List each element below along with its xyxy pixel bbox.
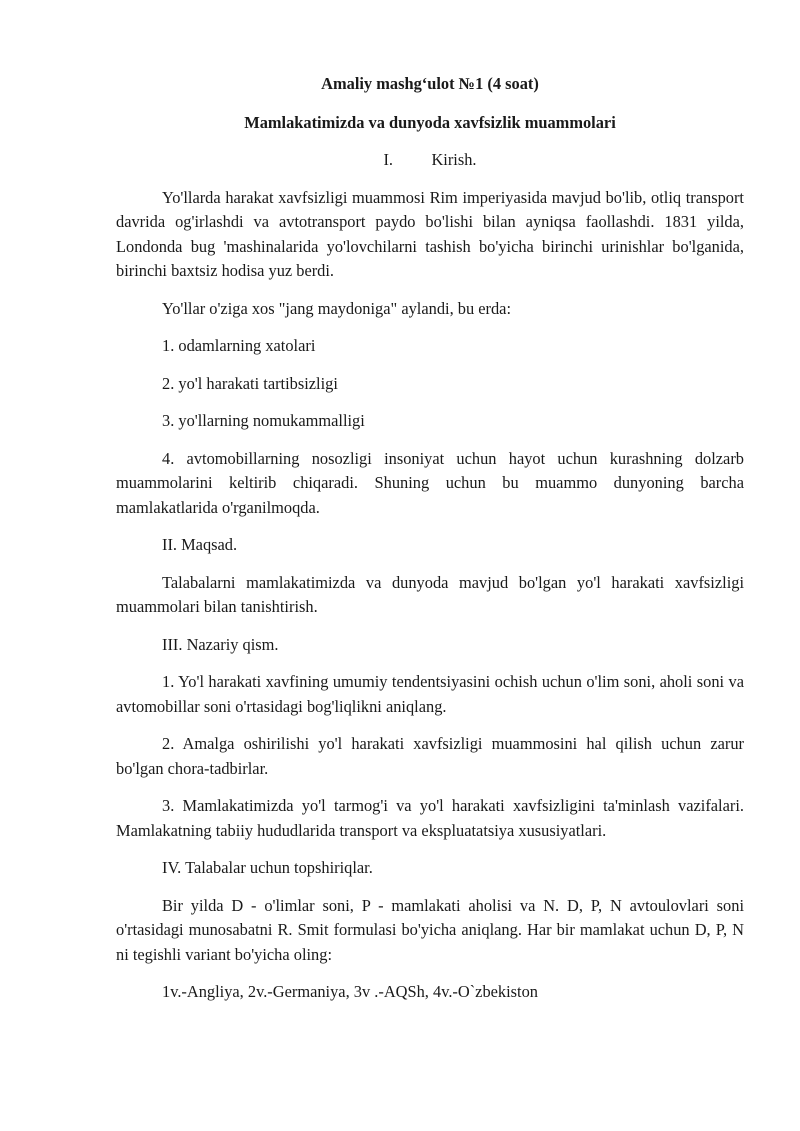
list-item-traffic-disorder: 2. yo'l harakati tartibsizligi: [162, 373, 338, 393]
section-label: Kirish.: [431, 150, 477, 169]
list-item-road-imperfection: 3. yo'llarning nomukammalligi: [162, 411, 365, 430]
section-heading-goal: II. Maqsad.: [162, 535, 238, 554]
theory-item-2: 2. Amalga oshirilishi yo'l harakati xavfsizligi muammosini hal qilish uchun zarur bo'lgan chora-tadbirlar.: [116, 734, 744, 778]
paragraph-history: Yo'llarda harakat xavfsizligi muammosi Rim imperiyasida mavjud bo'lib, otliq transport davrida og'irlashdi va avtotransport paydo bo'lishi bilan ayniqsa faollashdi. 1831 yilda, Londonda bug 'mashinalarida yo'lovchilarni tashish bo'yicha birinchi urinishlar bo'lganida, birinchi baxtsiz hodisa yuz berdi.: [116, 187, 744, 280]
paragraph-variants: 1v.-Angliya, 2v.-Germaniya, 3v .-AQSh, 4v.-O`zbekiston: [162, 982, 538, 1001]
section-number: I.: [383, 150, 394, 169]
section-heading-theory: III. Nazariy qism.: [162, 634, 279, 654]
list-item-vehicle-faults: 4. avtomobillarning nosozligi insoniyat uchun hayot uchun kurashning dolzarb muammolarini keltirib chiqaradi. Shuning uchun bu muammo dunyoning barcha mamlakatlarida o'rganilmoqda.: [116, 448, 744, 517]
paragraph-task: Bir yilda D - o'limlar soni, P - mamlakati aholisi va N. D, P, N avtoulovlari soni o'rtasidagi munosabatni R. Smit formulasi bo'yicha aniqlang. Har bir mamlakat uchun D, P, N ni tegishli variant bo'yicha oling:: [116, 895, 744, 964]
section-heading-introduction: [116, 148, 744, 173]
paragraph-goal: Talabalarni mamlakatimizda va dunyoda mavjud bo'lgan yo'l harakati xavfsizligi muammolari bilan tanishtirish.: [116, 572, 744, 616]
theory-item-3: 3. Mamlakatimizda yo'l tarmog'i va yo'l harakati xavfsizligini ta'minlash vazifalari. Mamlakatning tabiiy hududlarida transport va ekspluatatsiya xususiyatlari.: [116, 796, 744, 840]
document-body: [116, 72, 744, 1018]
document-subtitle: Mamlakatimizda va dunyoda xavfsizlik muammolari: [244, 112, 616, 132]
document-title: Amaliy mashg‘ulot №1 (4 soat): [321, 74, 539, 93]
list-item-human-errors: 1. odamlarning xatolari: [162, 336, 316, 355]
theory-item-1: 1. Yo'l harakati xavfining umumiy tendentsiyasini ochish uchun o'lim soni, aholi soni va avtomobillar soni o'rtasidagi bog'liqlikni aniqlang.: [116, 672, 744, 716]
section-heading-tasks: IV. Talabalar uchun topshiriqlar.: [162, 858, 373, 877]
paragraph-battlefield: Yo'llar o'ziga xos "jang maydoniga" aylandi, bu erda:: [162, 298, 512, 318]
